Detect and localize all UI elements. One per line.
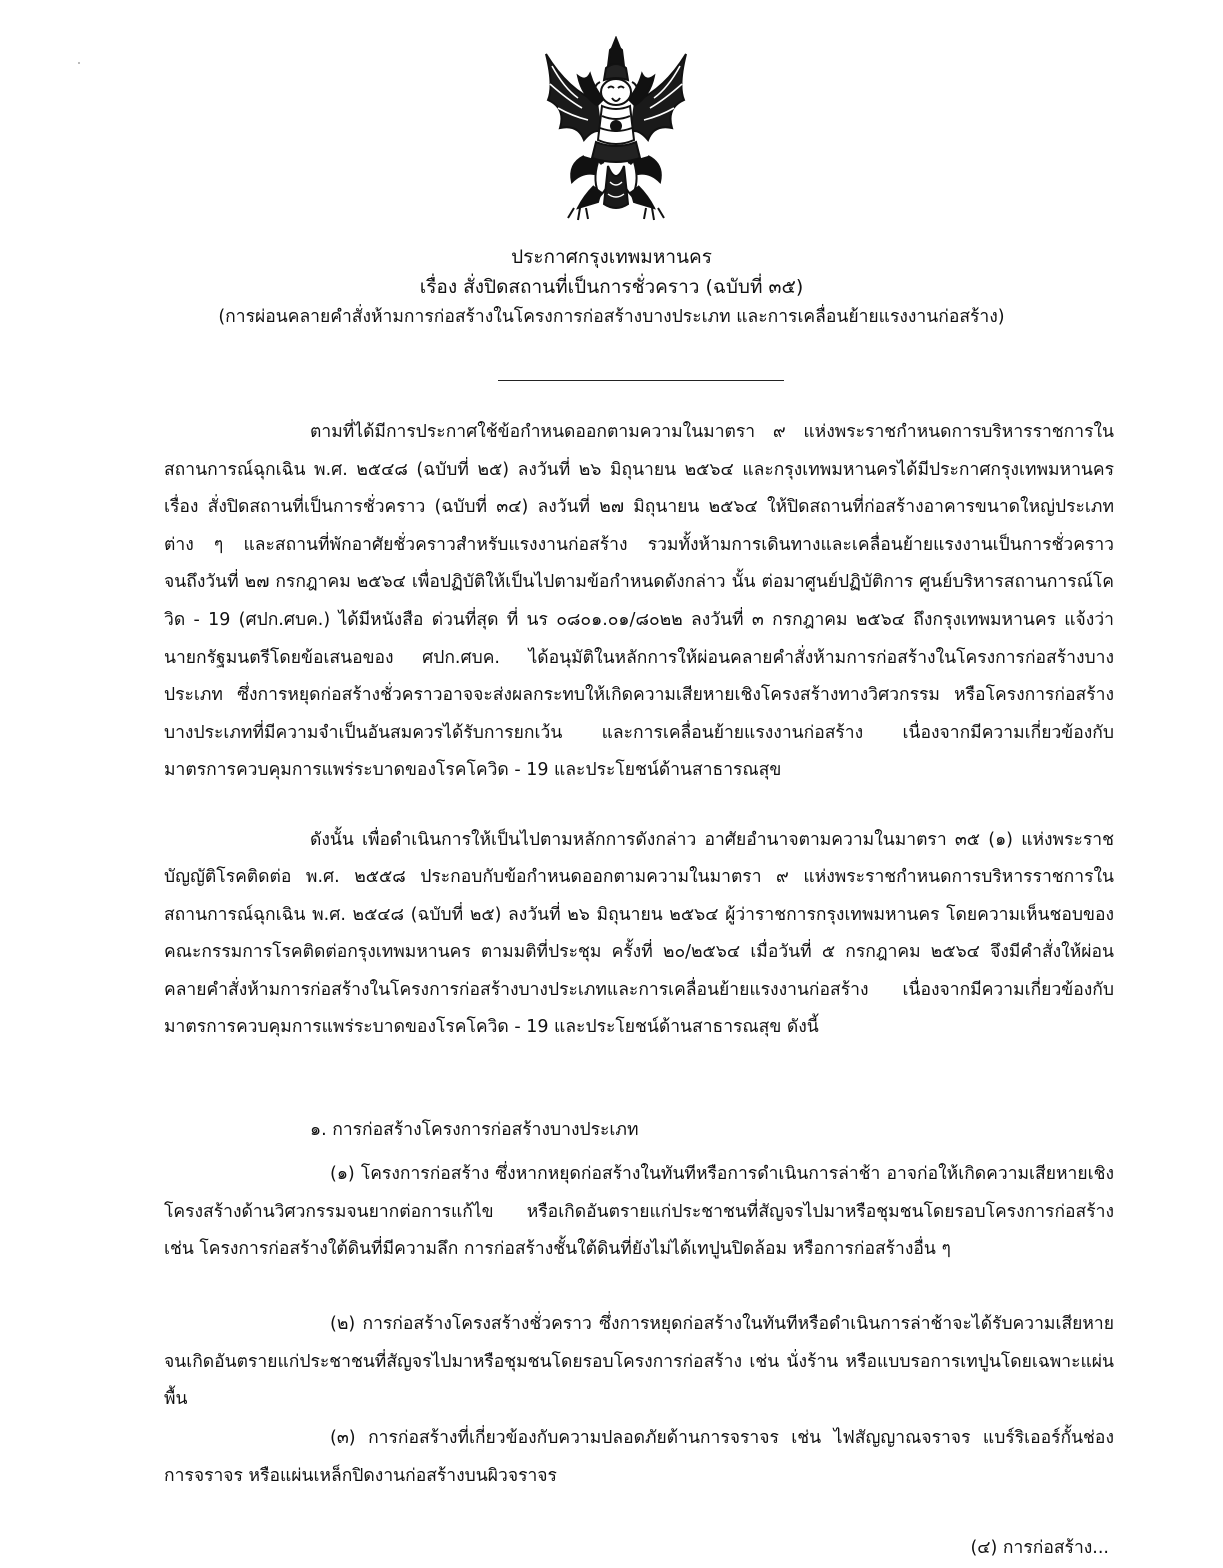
clause-3 [164,1420,1114,1495]
paragraph-2-text: ดังนั้น เพื่อดำเนินการให้เป็นไปตามหลักการดังกล่าว อาศัยอำนาจตามความในมาตรา ๓๕ (๑) แห่งพระราชบัญญัติโรคติดต่อ พ.ศ. ๒๕๕๘ ประกอบกับข้อกำหนดออกตามความในมาตรา ๙ แห่งพระราชกำหนดการบริหารราชการในสถานการณ์ฉุกเฉิน พ.ศ. ๒๕๔๘ (ฉบับที่ ๒๕) ลงวันที่ ๒๖ มิถุนายน ๒๕๖๔ ผู้ว่าราชการกรุงเทพมหานคร โดยความเห็นชอบของคณะกรรมการโรคติดต่อกรุงเทพมหานคร ตามมติที่ประชุม ครั้งที่ ๒๐/๒๕๖๔ เมื่อวันที่ ๕ กรกฎาคม ๒๕๖๔ จึงมีคำสั่งให้ผ่อนคลายคำสั่งห้ามการก่อสร้างในโครงการก่อสร้างบางประเภทและการเคลื่อนย้ายแรงงานก่อสร้าง เนื่องจากมีความเกี่ยวข้องกับมาตรการควบคุมการแพร่ระบาดของโรคโควิด - 19 และประโยชน์ด้านสาธารณสุข ดังนี้ [164,830,1114,1038]
document-org: ประกาศกรุงเทพมหานคร [511,246,712,268]
paragraph-1-text: ตามที่ได้มีการประกาศใช้ข้อกำหนดออกตามความในมาตรา ๙ แห่งพระราชกำหนดการบริหารราชการในสถานการณ์ฉุกเฉิน พ.ศ. ๒๕๔๘ (ฉบับที่ ๒๕) ลงวันที่ ๒๖ มิถุนายน ๒๕๖๔ และกรุงเทพมหานครได้มีประกาศกรุงเทพมหานคร เรื่อง สั่งปิดสถานที่เป็นการชั่วคราว (ฉบับที่ ๓๔) ลงวันที่ ๒๗ มิถุนายน ๒๕๖๔ ให้ปิดสถานที่ก่อสร้างอาคารขนาดใหญ่ประเภทต่าง ๆ และสถานที่พักอาศัยชั่วคราวสำหรับแรงงานก่อสร้าง รวมทั้งห้ามการเดินทางและเคลื่อนย้ายแรงงานเป็นการชั่วคราว จนถึงวันที่ ๒๗ กรกฎาคม ๒๕๖๔ เพื่อปฏิบัติให้เป็นไปตามข้อกำหนดดังกล่าว นั้น ต่อมาศูนย์ปฏิบัติการ ศูนย์บริหารสถานการณ์โควิด - 19 (ศปก.ศบค.) ได้มีหนังสือ ด่วนที่สุด ที่ นร ๐๘๐๑.๐๑/๘๐๒๒ ลงวันที่ ๓ กรกฎาคม ๒๕๖๔ ถึงกรุงเทพมหานคร แจ้งว่า นายกรัฐมนตรีโดยข้อเสนอของ ศปก.ศบค. ได้อนุมัติในหลักการให้ผ่อนคลายคำสั่งห้ามการก่อสร้างในโครงการก่อสร้างบางประเภท ซึ่งการหยุดก่อสร้างชั่วคราวอาจจะส่งผลกระทบให้เกิดความเสียหายเชิงโครงสร้างทางวิศวกรรม หรือโครงการก่อสร้างบางประเภทที่มีความจำเป็นอันสมควรได้รับการยกเว้น และการเคลื่อนย้ายแรงงานก่อสร้าง เนื่องจากมีความเกี่ยวข้องกับมาตรการควบคุมการแพร่ระบาดของโรคโควิด - 19 และประโยชน์ด้านสาธารณสุข [164,422,1114,781]
document-header [0,242,1223,332]
paragraph-2 [164,822,1114,1046]
header-divider [498,380,784,381]
clause-2 [164,1306,1114,1419]
section-1-heading: ๑. การก่อสร้างโครงการก่อสร้างบางประเภท [310,1120,639,1140]
clause-1 [164,1156,1114,1269]
paragraph-1 [164,414,1114,790]
clause-2-text: (๒) การก่อสร้างโครงสร้างชั่วคราว ซึ่งการหยุดก่อสร้างในทันทีหรือดำเนินการล่าช้าจะได้รับความเสียหายจนเกิดอันตรายแก่ประชาชนที่สัญจรไปมาหรือชุมชนโดยรอบโครงการก่อสร้าง เช่น นั่งร้าน หรือแบบรอการเทปูนโดยเฉพาะแผ่นพื้น [164,1314,1114,1409]
garuda-emblem-icon [538,36,694,222]
document-subject: เรื่อง สั่งปิดสถานที่เป็นการชั่วคราว (ฉบับที่ ๓๕) [419,276,804,298]
continued-marker: (๔) การก่อสร้าง... [970,1538,1109,1558]
clause-1-text: (๑) โครงการก่อสร้าง ซึ่งหากหยุดก่อสร้างในทันทีหรือการดำเนินการล่าช้า อาจก่อให้เกิดความเสียหายเชิงโครงสร้างด้านวิศวกรรมจนยากต่อการแก้ไข หรือเกิดอันตรายแก่ประชาชนที่สัญจรไปมาหรือชุมชนโดยรอบโครงการก่อสร้าง เช่น โครงการก่อสร้างใต้ดินที่มีความลึก การก่อสร้างชั้นใต้ดินที่ยังไม่ได้เทปูนปิดล้อม หรือการก่อสร้างอื่น ๆ [164,1164,1114,1259]
scan-dot [78,62,80,64]
document-subtitle: (การผ่อนคลายคำสั่งห้ามการก่อสร้างในโครงการก่อสร้างบางประเภท และการเคลื่อนย้ายแรงงานก่อสร้าง) [218,307,1005,327]
clause-3-text: (๓) การก่อสร้างที่เกี่ยวข้องกับความปลอดภัยด้านการจราจร เช่น ไฟสัญญาณจราจร แบร์ริเออร์กั้นช่องการจราจร หรือแผ่นเหล็กปิดงานก่อสร้างบนผิวจราจร [164,1428,1114,1486]
